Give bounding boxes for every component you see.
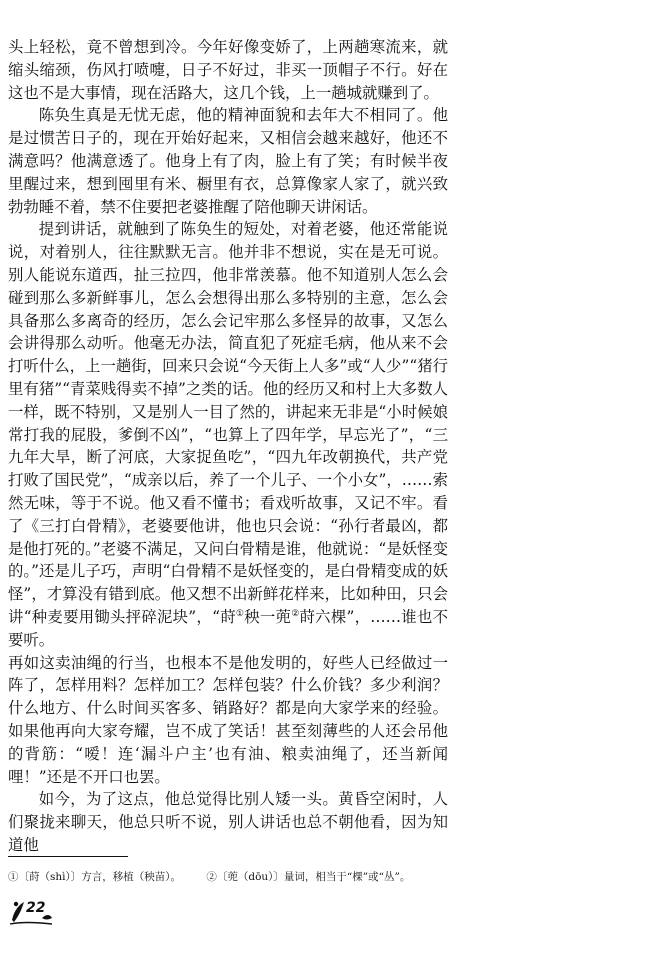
page-number: 22 <box>26 900 46 916</box>
paragraph: 陈奂生真是无忧无虑，他的精神面貌和去年大不相同了。他是过惯苦日子的，现在开始好起来，又相信会越来越好，他还不满意吗？他满意透了。他身上有了肉，脸上有了笑；有时候半夜里醒过来，想到囤里有米、橱里有衣，总算像家人家了，就兴致勃勃睡不着，禁不住要把老婆推醒了陪他聊天讲闲话。 <box>8 106 448 216</box>
paragraph <box>8 218 448 651</box>
page-number-ornament <box>8 898 56 926</box>
paragraph: 如今，为了这点，他总觉得比别人矮一头。黄昏空闲时，人们聚拢来聊天，他总只听不说，别人讲话也总不朝他看，因为知道他 <box>8 790 448 854</box>
footnotes <box>8 870 458 884</box>
paragraph-text: 秧一蔸 <box>244 607 292 626</box>
paragraph-text: 莳六棵”，……谁也不要听。 <box>8 607 449 649</box>
footnote-marker: ② <box>291 608 300 619</box>
paragraph: 头上轻松，竟不曾想到冷。今年好像变娇了，上两趟寒流来，就缩头缩颈，伤风打喷嚏，日子不好过，非买一顶帽子不行。好在这也不是大事情，现在活路大，这几个钱，上一趟城就赚到了。 <box>8 38 448 102</box>
footnote-marker: ① <box>235 608 245 619</box>
paragraph: 再如这卖油绳的行当，也根本不是他发明的，好些人已经做过一阵了，怎样用料？怎样加工？怎样包装？什么价钱？多少利润？什么地方、什么时间买客多、销路好？都是向大家学来的经验。如果他再向大家夸耀，岂不成了笑话！甚至刻薄些的人还会吊他的背筋：“嗳！连‘漏斗户主’也有油、粮卖油绳了，还当新闻哩！”还是不开口也罢。 <box>8 653 448 786</box>
footnote-divider <box>8 856 128 857</box>
paragraph-text: 提到讲话，就触到了陈奂生的短处，对着老婆，他还常能说说，对着别人，往往默默无言。他并非不想说，实在是无可说。别人能说东道西，扯三拉四，他非常羡慕。他不知道别人怎么会碰到那么多新鲜事儿，怎么会想得出那么多特别的主意，怎么会具备那么多离奇的经历，怎么会记牢那么多怪异的故事，又怎么会讲得那么动听。他毫无办法，简直犯了死症毛病，他从来不会打听什么，上一趟街，回来只会说“今天街上人多”或“人少”“猪行里有猪”“青菜贱得卖不掉”之类的话。他的经历又和村上大多数人一样，既不特别，又是别人一目了然的，讲起来无非是“小时候娘常打我的屁股，爹倒不凶”，“也算上了四年学，早忘光了”，“三九年大旱，断了河底，大家捉鱼吃”，“四九年改朝换代，共产党打败了国民党”，“成亲以后，养了一个儿子、一个小女”，……索然无味，等于不说。他又看不懂书；看戏听故事，又记不牢。看了《三打白骨精》，老婆要他讲，他也只会说：“孙行者最凶，都是他打死的。”老婆不满足，又问白骨精是谁，他就说：“是妖怪变的。”还是儿子巧，声明“白骨精不是妖怪变的，是白骨精变成的妖怪”，才算没有错到底。他又想不出新鲜花样来，比如种田，只会讲“种麦要用锄头抨碎泥块”，“莳 <box>8 220 448 626</box>
footnote: ①〔莳（shì）〕方言，移植（秧苗）。 <box>8 871 182 883</box>
footnote: ②〔蔸（dōu）〕量词，相当于“棵”或“丛”。 <box>206 871 411 883</box>
body-text <box>8 36 448 857</box>
